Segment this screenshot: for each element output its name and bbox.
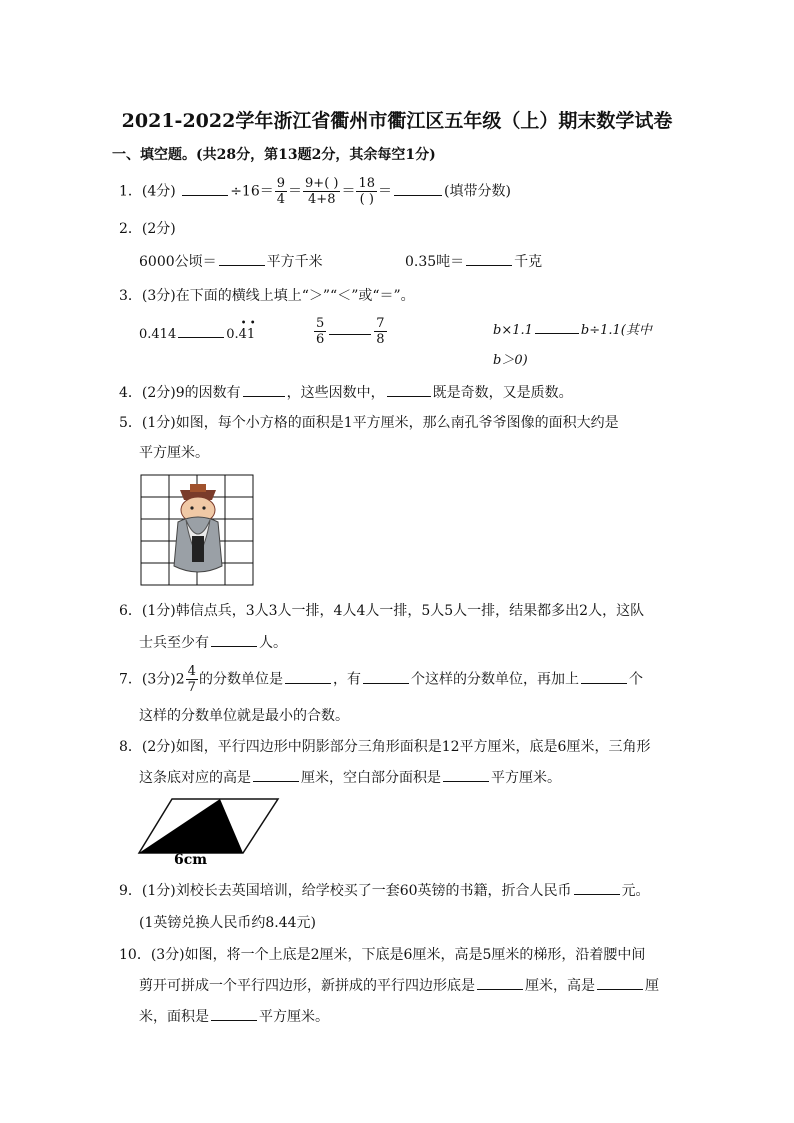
question-6: 6．(1分)韩信点兵，3人3人一排，4人4人一排，5人5人一排，结果都多出2人，这队 xyxy=(119,603,645,619)
question-2: 2．(2分) xyxy=(119,221,176,237)
q3-part-b xyxy=(313,316,388,347)
question-5: 5．(1分)如图，每个小方格的面积是1平方厘米，那么南孔爷爷图像的面积大约是 xyxy=(119,415,619,431)
answer-blank[interactable] xyxy=(219,264,265,266)
parallelogram-figure xyxy=(136,796,280,868)
repeating-dots: • • xyxy=(240,318,256,329)
question-9-note: (1英镑兑换人民币约8.44元) xyxy=(139,915,317,931)
question-1: 1．(4分) ÷16＝ $\frac{9}{4}$ ＝ $\frac{9+( )}{4+8}$ ＝ $\frac{18}{( )}$ ＝ (填带分数) xyxy=(119,176,511,207)
question-10: 10．(3分)如图，将一个上底是2厘米，下底是6厘米，高是5厘米的梯形，沿着腰中间 xyxy=(119,947,646,963)
fraction: $\frac{4}{7}$ xyxy=(187,664,196,695)
question-7: 7．(3分)2 $\frac{4}{7}$ 的分数单位是 ，有 个这样的分数单位，再加上 个 xyxy=(119,664,643,695)
question-6-cont: 士兵至少有 人。 xyxy=(139,635,287,651)
page-title: 2021-2022学年浙江省衢州市衢江区五年级（上）期末数学试卷 xyxy=(121,110,673,132)
answer-blank[interactable] xyxy=(574,893,620,895)
answer-blank[interactable] xyxy=(211,1019,257,1021)
question-5-cont: 平方厘米。 xyxy=(139,445,209,461)
fraction: $\frac{7}{8}$ xyxy=(376,316,385,347)
q2-part-a: 6000公顷＝ 平方千米 xyxy=(139,254,323,270)
fraction: $\frac{9}{4}$ xyxy=(276,176,286,207)
grid-portrait-figure xyxy=(140,474,254,586)
question-9: 9．(1分)刘校长去英国培训，给学校买了一套60英镑的书籍，折合人民币 元。 xyxy=(119,883,650,899)
answer-blank[interactable] xyxy=(387,395,431,397)
question-4: 4．(2分)9的因数有 ，这些因数中， 既是奇数，又是质数。 xyxy=(119,385,573,401)
question-8-cont: 这条底对应的高是 厘米，空白部分面积是 平方厘米。 xyxy=(139,770,561,786)
answer-blank[interactable] xyxy=(178,336,224,338)
answer-blank[interactable] xyxy=(477,988,523,990)
answer-blank[interactable] xyxy=(363,682,409,684)
figure-label: 6cm xyxy=(174,852,208,868)
question-8: 8．(2分)如图，平行四边形中阴影部分三角形面积是12平方厘米，底是6厘米，三角形 xyxy=(119,739,651,755)
answer-blank[interactable] xyxy=(329,333,371,335)
answer-blank[interactable] xyxy=(597,988,643,990)
question-10-cont: 剪开可拼成一个平行四边形，新拼成的平行四边形底是 厘米，高是 厘 xyxy=(139,978,659,994)
answer-blank[interactable] xyxy=(211,645,257,647)
q3-part-c-cont: b＞0) xyxy=(493,353,528,368)
question-10-cont2: 米，面积是 平方厘米。 xyxy=(139,1009,329,1025)
answer-blank[interactable] xyxy=(243,395,285,397)
fraction: $\frac{5}{6}$ xyxy=(316,316,325,347)
q3-part-a: 0.414 0. • • 41 xyxy=(139,318,256,342)
q3-part-c: b×1.1 b÷1.1(其中 xyxy=(493,323,652,338)
question-7-cont: 这样的分数单位就是最小的合数。 xyxy=(139,708,349,724)
answer-blank[interactable] xyxy=(182,194,228,196)
fraction: $\frac{18}{( )}$ xyxy=(358,176,376,207)
q2-part-b: 0.35吨＝ 千克 xyxy=(405,254,543,270)
question-3: 3．(3分)在下面的横线上填上“＞”“＜”或“＝”。 xyxy=(119,288,415,304)
answer-blank[interactable] xyxy=(581,682,627,684)
answer-blank[interactable] xyxy=(466,264,512,266)
answer-blank[interactable] xyxy=(394,194,442,196)
answer-blank[interactable] xyxy=(443,780,489,782)
answer-blank[interactable] xyxy=(285,682,331,684)
answer-blank[interactable] xyxy=(535,332,579,334)
section-heading: 一、填空题。(共28分，第13题2分，其余每空1分) xyxy=(112,147,436,163)
fraction: $\frac{9+( )}{4+8}$ xyxy=(305,176,339,207)
answer-blank[interactable] xyxy=(253,780,299,782)
